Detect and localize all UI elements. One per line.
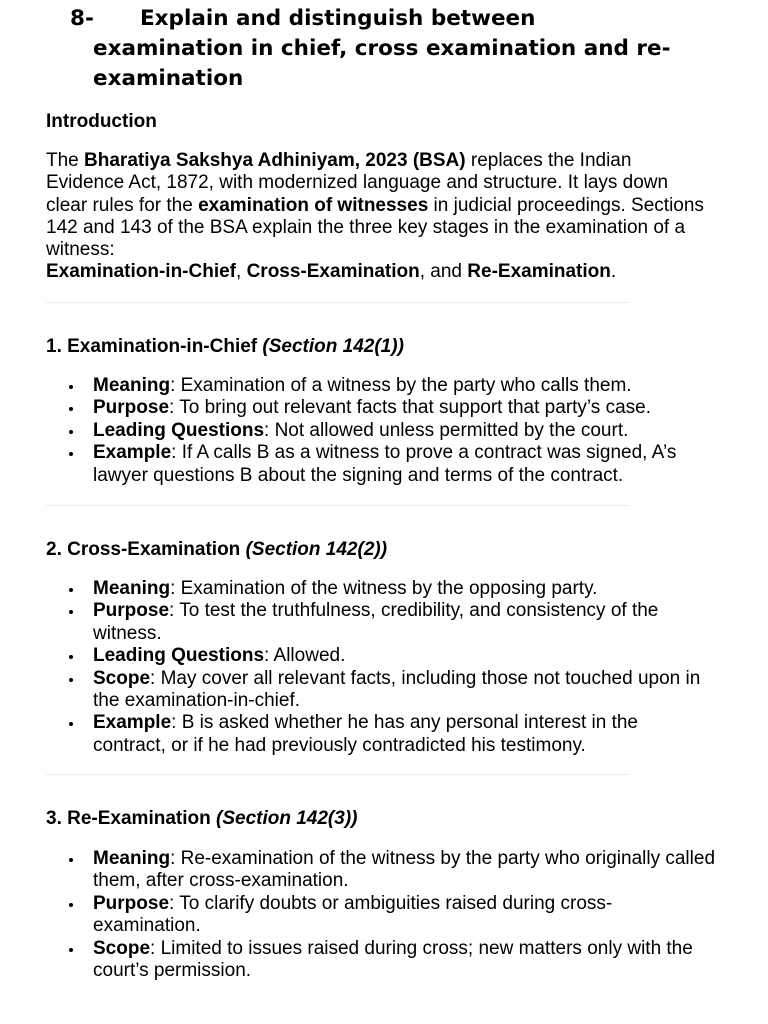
section-title: 3. Re-Examination [46,808,216,829]
bullet-icon [69,858,73,862]
section-divider [46,505,629,506]
question-title-text-1: Explain and distinguish between [140,6,536,31]
item-text: : If A calls B as a witness to prove a contract was signed, A’s lawyer questions B about the signing and terms of the contract. [93,442,677,486]
item-label: Leading Questions [93,419,265,441]
bullet-icon [69,407,73,411]
item-text: : To clarify doubts or ambiguities raised during cross-examination. [93,892,613,937]
item-text: : May cover all relevant facts, including those not touched upon in the examination-in-chief. [93,667,701,712]
act-name: Bharatiya Sakshya Adhiniyam, 2023 (BSA) [84,150,466,171]
item-label: Meaning [93,375,171,396]
section-heading-re-examination [46,807,357,831]
stage-re-examination: Re-Examination [467,261,611,283]
list-item [46,442,716,487]
intro-sep-2: , and [419,261,468,283]
bullet-icon [69,452,73,456]
section-divider [46,302,629,303]
item-label: Meaning [93,848,171,869]
list-item [46,578,716,600]
section-reference: (Section 142(1)) [262,336,404,357]
item-label: Purpose [93,892,170,914]
bullet-icon [69,722,73,726]
section-reference: (Section 142(2)) [245,539,388,560]
intro-text-3: in judicial proceedings. Sections 142 and 143 of the BSA explain the three key stages in the examination of a witness: [46,194,704,261]
list-item [46,712,716,757]
section-title: 2. Cross-Examination [46,539,246,560]
item-label: Example [93,442,172,464]
item-text: : Allowed. [264,645,346,667]
question-title-line-1 [70,4,740,34]
examination-in-chief-list [46,375,716,487]
bullet-icon [69,610,73,614]
section-title: 1. Examination-in-Chief [46,336,263,357]
list-item [46,375,716,397]
list-item [46,397,716,419]
bullet-icon [69,385,73,389]
question-title [70,4,740,94]
item-text: : Not allowed unless permitted by the court. [264,419,629,441]
introduction-heading: Introduction [46,111,157,132]
item-label: Meaning [93,578,171,599]
cross-examination-list [46,578,716,757]
bullet-icon [69,655,73,659]
item-text: : Examination of a witness by the party who calls them. [170,375,632,396]
item-label: Scope [93,937,151,959]
bullet-icon [69,430,73,434]
list-item [46,848,716,893]
section-reference: (Section 142(3)) [216,808,358,829]
examination-of-witnesses: examination of witnesses [198,194,429,216]
intro-text-2: replaces the Indian Evidence Act, 1872, with modernized language and structure. It lays down clear rules for the [46,150,669,216]
list-item [46,600,716,645]
section-heading-cross-examination [46,538,387,562]
item-text: : To bring out relevant facts that support that party’s case. [169,397,651,419]
list-item [46,668,716,713]
bullet-icon [69,903,73,907]
question-title-line-3: examination [93,66,244,91]
stage-examination-in-chief: Examination-in-Chief [46,261,237,283]
bullet-icon [69,948,73,952]
question-number: 8- [70,6,94,31]
item-text: : Re-examination of the witness by the party who originally called them, after cross-examination. [93,848,716,892]
item-label: Purpose [93,397,170,419]
item-label: Example [93,712,172,734]
stage-cross-examination: Cross-Examination [246,261,420,283]
question-title-line-2: examination in chief, cross examination and re- [93,36,671,61]
item-text: : To test the truthfulness, credibility, and consistency of the witness. [93,600,659,644]
section-heading-examination-in-chief [46,335,404,359]
re-examination-list [46,848,716,982]
intro-text-1: The [46,150,85,171]
list-item [46,420,716,442]
item-label: Leading Questions [93,645,265,667]
item-text: : B is asked whether he has any personal interest in the contract, or if he had previously contradicted his testimony. [93,712,638,756]
item-label: Purpose [93,600,170,622]
bullet-icon [69,678,73,682]
item-text: : Examination of the witness by the opposing party. [170,578,598,599]
bullet-icon [69,588,73,592]
intro-sep-1: , [236,261,247,283]
item-label: Scope [93,667,151,689]
section-divider [46,774,629,775]
item-text: : Limited to issues raised during cross; new matters only with the court’s permission. [93,937,693,982]
list-item [46,893,716,938]
list-item [46,645,716,667]
list-item [46,938,716,983]
intro-end: . [610,261,617,283]
introduction-paragraph [46,150,706,284]
